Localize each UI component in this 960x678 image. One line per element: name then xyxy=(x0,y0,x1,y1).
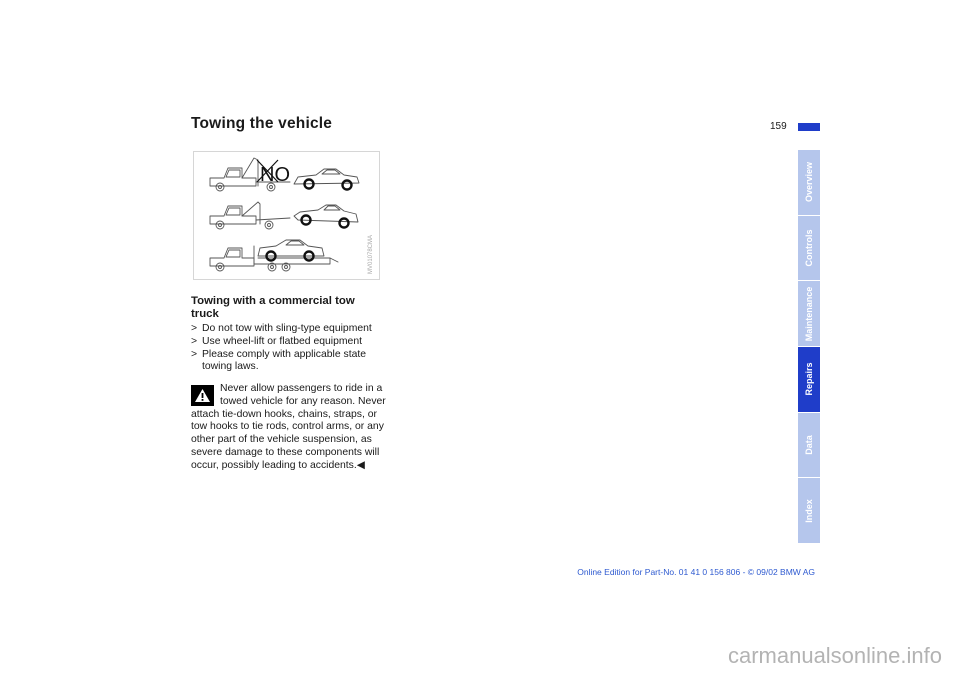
wheel-circle xyxy=(343,181,352,190)
tab-label: Controls xyxy=(804,229,814,267)
list-item xyxy=(191,336,391,349)
chapter-sidebar xyxy=(798,150,820,544)
list-item-text: Do not tow with sling-type equipment xyxy=(202,323,372,334)
footer-edition-text: Online Edition for Part-No. 01 41 0 156 806 - © 09/02 BMW AG xyxy=(577,567,815,577)
bullet-marker: > xyxy=(191,335,198,347)
list-item-text: Use wheel-lift or flatbed equipment xyxy=(202,335,362,347)
tow-truck-wheel-lift xyxy=(210,202,290,229)
list-item xyxy=(191,323,391,336)
bullet-list xyxy=(191,323,391,374)
wheel-circle xyxy=(340,219,349,228)
figure-code: MV01078CMA xyxy=(368,234,374,274)
tab-label: Index xyxy=(804,498,814,523)
no-label: NO xyxy=(260,164,290,186)
bullet-marker: > xyxy=(191,323,198,334)
tab-label: Overview xyxy=(804,162,814,203)
tab-index[interactable] xyxy=(798,478,820,543)
towing-illustration xyxy=(193,151,380,280)
page-title: Towing the vehicle xyxy=(191,115,333,132)
tab-repairs[interactable] xyxy=(798,347,820,412)
page-number: 159 xyxy=(770,121,787,132)
list-item xyxy=(191,349,391,375)
bullet-marker: > xyxy=(191,348,198,360)
tab-overview[interactable] xyxy=(798,150,820,215)
section-heading: Towing with a commercial tow truck xyxy=(191,295,355,320)
tab-maintenance[interactable] xyxy=(798,281,820,346)
tab-label: Data xyxy=(804,435,814,455)
warning-note xyxy=(191,383,391,473)
tab-label: Maintenance xyxy=(804,286,814,341)
list-item-text: Please comply with applicable state towing laws. xyxy=(202,348,367,373)
tab-controls[interactable] xyxy=(798,216,820,281)
tab-data[interactable] xyxy=(798,413,820,478)
warning-text: Never allow passengers to ride in a towed vehicle for any reason. Never attach tie-down hooks, chains, straps, or tow hooks to tie rods, control arms, or any other part of the vehicle suspension, as severe damage to these components will occur, possibly leading to accidents.◀ xyxy=(191,383,386,471)
towing-diagram-svg xyxy=(194,152,379,279)
page-marker xyxy=(798,123,820,131)
watermark: carmanualsonline.info xyxy=(727,643,942,668)
warning-triangle-icon xyxy=(191,385,214,406)
tab-label: Repairs xyxy=(804,362,814,396)
